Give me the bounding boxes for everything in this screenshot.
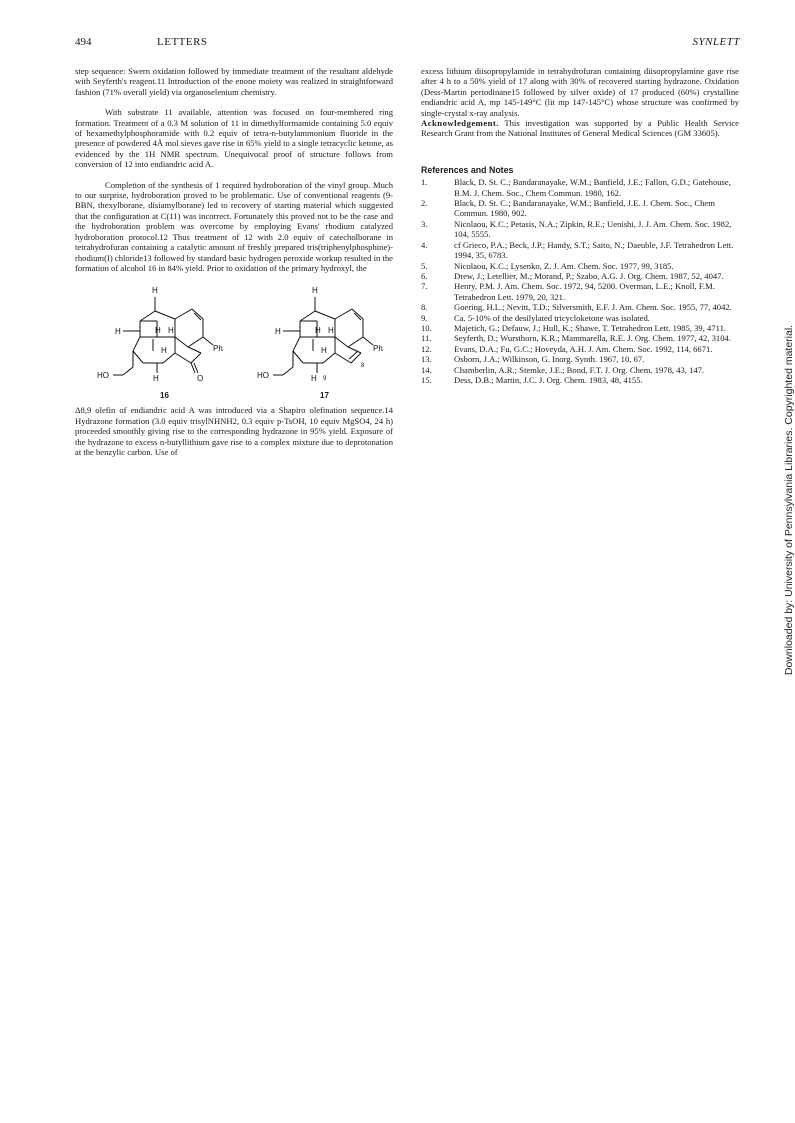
atom-label: H	[155, 326, 161, 336]
reference-item	[421, 271, 739, 281]
reference-text: Osborn, J.A.; Wilkinson, G. Inorg. Synth. 1967, 10, 67.	[454, 354, 645, 365]
reference-number: 12.	[421, 343, 432, 354]
atom-label: HO	[97, 371, 109, 381]
position-label: 8	[361, 363, 365, 370]
paragraph: With substrate 11 available, attention was focused on four-membered ring formation. Treatment of a 0.3 M solution of 11 in dimethylformamide containing 5.0 equiv of hexamethylphosphoramide with 0.2 equiv of tetra-n-butylammonium fluoride in the presence of powdered 4Å mol sieves gave rise in 65% yield to a single tetracyclic ketone, as evidenced by the 1H NMR spectrum. Unequivocal proof of structure follows from conversion of 12 into endiandric acid A.	[75, 107, 393, 170]
reference-item	[421, 198, 739, 219]
chemical-structures	[75, 281, 393, 401]
paragraph: step sequence: Swern oxidation followed by immediate treatment of the resultant aldehyde with Seyferth's reagent.11 Introduction of the enone moiety was realized in straightforward fashion (71% overall yield) via organoselenium chemistry.	[75, 66, 393, 97]
reference-list	[421, 177, 739, 385]
reference-text: Nicolaou, K.C.; Lysenko, Z. J. Am. Chem. Soc. 1977, 99, 3185.	[454, 260, 674, 271]
reference-text: Seyferth, D.; Wursthorn, K.R.; Mammarella, R.E. J. Org. Chem. 1977, 42, 3104.	[454, 333, 731, 344]
reference-text: Ca. 5-10% of the desilylated tricycloketone was isolated.	[454, 312, 650, 323]
reference-text: Dess, D.B.; Martin, J.C. J. Org. Chem. 1983, 48, 4155.	[454, 374, 643, 385]
reference-number: 5.	[421, 260, 428, 271]
paragraph: Completion of the synthesis of 1 required hydroboration of the vinyl group. Much to our surprise, hydroboration proved to be problematic. Use of conventional reagents (9-BBN, thexylborane, disiamylborane) led to recovery of starting material which suggested that the configuration at C(11) was incorrect. Fortunately this proved not to be the case and the hydroboration problem was overcome by employing Evans' rhodium catalyzed hydroboration protocol.12 Thus treatment of 12 with 2.0 equiv of catecholborane in tetrahydrofuran containing a catalytic amount of freshly prepared tris(triphenylphosphine)-rhodium(I) chloride13 followed by standard basic hydrogen peroxide workup resulted in the formation of alcohol 16 in 84% yield. Prior to oxidation of the primary hydroxyl, the	[75, 179, 393, 273]
atom-label: H	[115, 327, 121, 337]
reference-item	[421, 219, 739, 240]
reference-number: 6.	[421, 270, 428, 281]
reference-item	[421, 354, 739, 364]
atom-label: Ph	[213, 344, 223, 354]
references-heading: References and Notes	[421, 164, 514, 175]
reference-item	[421, 365, 739, 375]
reference-text: Chamberlin, A.R.; Stemke, J.E.; Bond, F.T. J. Org. Chem. 1978, 43, 147.	[454, 364, 705, 375]
structure-16	[113, 297, 213, 375]
reference-item	[421, 281, 739, 302]
reference-item	[421, 240, 739, 261]
reference-number: 4.	[421, 239, 428, 250]
atom-label: H	[168, 326, 174, 336]
atom-label: H	[312, 286, 318, 296]
reference-text: Evans, D.A.; Fu, G.C.; Hoveyda, A.H. J. Am. Chem. Soc. 1992, 114, 6671.	[454, 343, 713, 354]
atom-label: O	[197, 374, 204, 384]
reference-item	[421, 323, 739, 333]
reference-number: 2.	[421, 198, 428, 209]
structure-figure	[75, 281, 393, 401]
right-column	[421, 66, 739, 385]
paragraph: Δ8,9 olefin of endiandric acid A was introduced via a Shapiro olefination sequence.14 Hydrazone formation (3.0 equiv trisylNHNH2, 0.3 equiv p-TsOH, 10 equiv MgSO4, 24 h) proceeded smoothly giving rise to the corresponding hydrazone in 95% yield. Exposure of the hydrazone to excess n-butyllithium gave rise to a complex mixture due to deprotonation at the benzylic carbon. Use of	[75, 405, 393, 457]
reference-text: Drew, J.; Letellier, M.; Morand, P.; Szabo, A.G. J. Org. Chem. 1987, 52, 4047.	[454, 270, 724, 281]
atom-label: H	[275, 327, 281, 337]
reference-text: Black, D. St. C.; Bandaranayake, W.M.; Banfield, J.E. J. Chem. Soc., Chem Commun. 1980, 902.	[454, 198, 715, 219]
reference-item	[421, 375, 739, 385]
reference-number: 15.	[421, 374, 432, 385]
reference-text: cf Grieco, P.A.; Beck, J.P.; Handy, S.T.; Saito, N.; Daeuble, J.F. Tetrahedron Lett. 1994, 35, 6783.	[454, 239, 734, 261]
reference-text: Nicolaou, K.C.; Petasis, N.A.; Zipkin, R.E.; Uenishi, J. J. Am. Chem. Soc. 1982, 104, 5555.	[454, 218, 732, 240]
reference-item	[421, 344, 739, 354]
reference-number: 8.	[421, 302, 428, 313]
atom-label: H	[315, 326, 321, 336]
atom-label: H	[321, 346, 327, 356]
atom-label: HO	[257, 371, 269, 381]
reference-item	[421, 333, 739, 343]
reference-number: 14.	[421, 364, 432, 375]
page-number: 494	[75, 36, 92, 48]
reference-number: 3.	[421, 218, 428, 229]
reference-text: Goering, H.L.; Nevitt, T.D.; Silversmith, E.F. J. Am. Chem. Soc. 1955, 77, 4042.	[454, 302, 732, 313]
section-title: LETTERS	[157, 36, 208, 48]
reference-text: Majetich, G.; Defauw, J.; Hull, K.; Shawe, T. Tetrahedron Lett. 1985, 39, 4711.	[454, 322, 727, 333]
acknowledgement-heading: Acknowledgement.	[421, 118, 499, 129]
structure-17-labels	[257, 286, 383, 383]
paragraph: excess lithium diisopropylamide in tetrahydrofuran containing diisopropylamine gave rise after 4 h to a 50% yield of 17 along with 30% of recovered starting hydrazone. Oxidation (Dess-Martin periodinane15 followed by silver oxide) of 17 produced (60%) crystalline endiandric acid A, mp 145-149°C (lit mp 147-145°C) whose structure was confirmed by single-crystal x-ray analysis.	[421, 66, 739, 118]
atom-label: H	[311, 374, 317, 384]
reference-item	[421, 302, 739, 312]
download-watermark: Downloaded by: University of Pennsylvania Libraries. Copyrighted material.	[783, 324, 795, 676]
journal-name: SYNLETT	[692, 36, 740, 48]
reference-number: 1.	[421, 177, 428, 188]
page-header	[75, 36, 740, 52]
reference-item	[421, 177, 739, 198]
position-label: 9	[323, 376, 327, 383]
atom-label: H	[152, 286, 158, 296]
reference-text: Henry, P.M. J. Am. Chem. Soc. 1972, 94, 5200. Overman, L.E.; Knoll, F.M. Tetrahedron Lett. 1979, 20, 321.	[454, 281, 715, 302]
acknowledgement-text: This investigation was supported by a Public Health Service Research Grant from the National Institutes of General Medical Sciences (GM 33605).	[421, 118, 739, 139]
reference-number: 7.	[421, 281, 428, 292]
reference-number: 13.	[421, 354, 432, 365]
reference-item	[421, 313, 739, 323]
reference-text: Black, D. St. C.; Bandaranayake, W.M.; Banfield, J.E.; Fallon, G.D.; Gatehouse, B.M. J. Chem. Soc., Chem Commun. 1980, 162.	[454, 177, 731, 198]
structure-16-labels	[97, 286, 223, 383]
atom-label: H	[161, 346, 167, 356]
reference-number: 11.	[421, 333, 432, 344]
reference-number: 9.	[421, 312, 428, 323]
reference-item	[421, 261, 739, 271]
compound-label: 17	[320, 391, 329, 401]
left-column	[75, 66, 393, 457]
atom-label: H	[153, 374, 159, 384]
structure-17	[273, 297, 373, 375]
atom-label: H	[328, 326, 334, 336]
compound-label: 16	[160, 391, 169, 401]
acknowledgement	[421, 118, 739, 139]
reference-number: 10.	[421, 322, 432, 333]
atom-label: Ph	[373, 344, 383, 354]
